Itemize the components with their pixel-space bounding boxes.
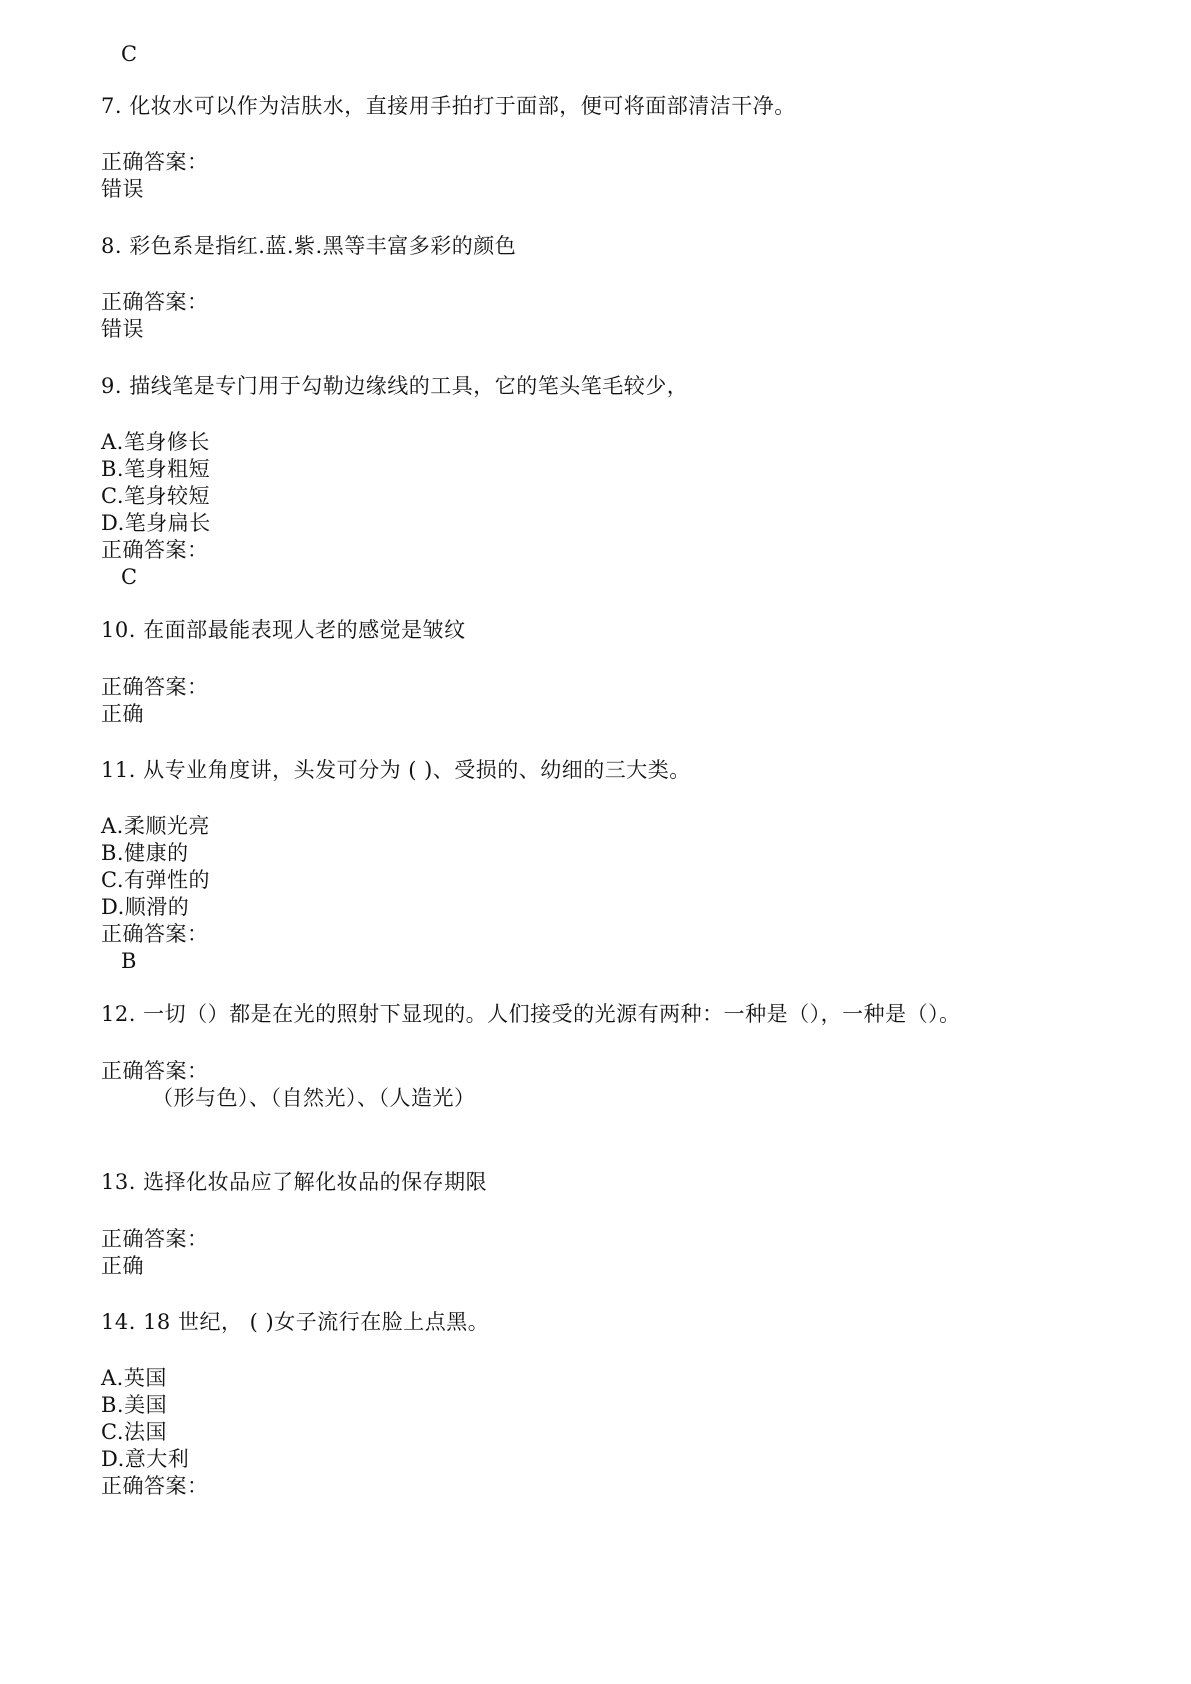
question-11: 11. 从专业角度讲，头发可分为 ( )、受损的、幼细的三大类。 xyxy=(101,758,691,782)
question-9: 9. 描线笔是专门用于勾勒边缘线的工具，它的笔头笔毛较少， xyxy=(101,374,689,398)
question-10: 10. 在面部最能表现人老的感觉是皱纹 xyxy=(101,618,466,642)
option-a: A.柔顺光亮 xyxy=(101,814,210,838)
option-d: D.笔身扁长 xyxy=(101,511,211,535)
answer-text: C xyxy=(121,565,138,589)
answer-text: （形与色）、（自然光）、（人造光） xyxy=(152,1086,476,1110)
answer-label: 正确答案： xyxy=(101,150,209,174)
question-14: 14. 18 世纪， ( )女子流行在脸上点黑。 xyxy=(101,1310,490,1334)
option-b: B.笔身粗短 xyxy=(101,457,211,481)
answer-text: 正确 xyxy=(101,1254,144,1278)
question-13: 13. 选择化妆品应了解化妆品的保存期限 xyxy=(101,1170,488,1194)
answer-label: 正确答案： xyxy=(101,1227,209,1251)
answer-text: 错误 xyxy=(101,177,144,201)
option-c: C.笔身较短 xyxy=(101,484,210,508)
option-a: A.英国 xyxy=(101,1366,167,1390)
option-d: D.顺滑的 xyxy=(101,895,190,919)
question-8: 8. 彩色系是指红.蓝.紫.黑等丰富多彩的颜色 xyxy=(101,234,517,258)
option-a: A.笔身修长 xyxy=(101,430,210,454)
option-c: C.有弹性的 xyxy=(101,868,210,892)
question-7: 7. 化妆水可以作为洁肤水，直接用手拍打于面部，便可将面部清洁干净。 xyxy=(101,94,796,118)
answer-label: 正确答案： xyxy=(101,922,209,946)
answer-label: 正确答案： xyxy=(101,538,209,562)
answer-text: 错误 xyxy=(101,317,144,341)
option-c: C.法国 xyxy=(101,1420,167,1444)
option-b: B.美国 xyxy=(101,1393,168,1417)
answer-label: 正确答案： xyxy=(101,1474,209,1498)
question-12: 12. 一切（）都是在光的照射下显现的。人们接受的光源有两种：一种是（），一种是（）。 xyxy=(101,1002,961,1026)
answer-label: 正确答案： xyxy=(101,675,209,699)
answer-text: C xyxy=(121,42,138,66)
option-b: B.健康的 xyxy=(101,841,189,865)
answer-text: 正确 xyxy=(101,702,144,726)
answer-label: 正确答案： xyxy=(101,1059,209,1083)
option-d: D.意大利 xyxy=(101,1447,190,1471)
answer-label: 正确答案： xyxy=(101,290,209,314)
answer-text: B xyxy=(121,949,137,973)
